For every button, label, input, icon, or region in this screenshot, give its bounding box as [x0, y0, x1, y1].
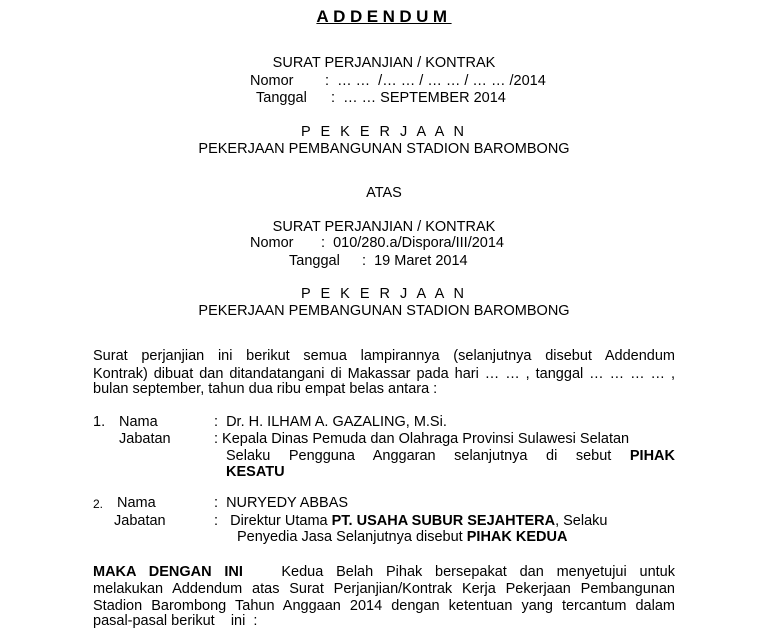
intro-line-3: bulan september, tahun dua ribu empat belas antara : — [93, 381, 438, 397]
original-nomor-label: Nomor — [250, 235, 294, 251]
addendum-nomor-value: : … … /… … / … … / … … /2014 — [325, 73, 546, 89]
party-1-jabatan-label: Jabatan — [119, 431, 171, 447]
addendum-pekerjaan-label: P E K E R J A A N — [301, 124, 467, 140]
party-1-number: 1. — [93, 414, 106, 430]
original-heading: SURAT PERJANJIAN / KONTRAK — [272, 219, 496, 235]
party-1-nama-label: Nama — [119, 414, 158, 430]
closing-lead: MAKA DENGAN INI — [93, 564, 243, 580]
closing-line-1 — [93, 563, 675, 581]
party-1-jabatan-line-2 — [226, 447, 675, 465]
closing-line-4: pasal-pasal berikut ini : — [93, 613, 258, 629]
document-title: ADDENDUM — [316, 7, 452, 26]
original-tanggal-label: Tanggal — [289, 253, 340, 269]
party-1-kesatu: KESATU — [226, 464, 285, 480]
addendum-heading: SURAT PERJANJIAN / KONTRAK — [272, 55, 496, 71]
addendum-tanggal-label: Tanggal — [256, 90, 307, 106]
party-2-nama-value: : NURYEDY ABBAS — [214, 495, 349, 511]
addendum-pekerjaan-value: PEKERJAAN PEMBANGUNAN STADION BAROMBONG — [198, 141, 570, 157]
party-2-jabatan-post: , Selaku — [555, 513, 608, 529]
addendum-nomor-label: Nomor — [250, 73, 294, 89]
addendum-tanggal-value: : … … SEPTEMBER 2014 — [331, 90, 506, 106]
party-2-jabatan-text: Penyedia Jasa Selanjutnya disebut — [237, 529, 463, 545]
party-2-nama-label: Nama — [117, 495, 156, 511]
party-1-jabatan-line-1: : Kepala Dinas Pemuda dan Olahraga Provinsi Sulawesi Selatan — [214, 431, 630, 447]
original-tanggal-value: : 19 Maret 2014 — [362, 253, 468, 269]
closing-line-2: melakukan Addendum atas Surat Perjanjian/Kontrak Kerja Pekerjaan Pembangunan — [93, 581, 675, 597]
party-2-jabatan-line-1 — [214, 513, 607, 529]
original-pekerjaan-value: PEKERJAAN PEMBANGUNAN STADION BAROMBONG — [198, 303, 570, 319]
atas-label: ATAS — [366, 185, 402, 201]
party-2-pihak-kedua: PIHAK KEDUA — [466, 529, 568, 545]
party-1-jabatan-text: Selaku Pengguna Anggaran selanjutnya di sebut — [226, 448, 612, 464]
intro-line-2: Kontrak) dibuat dan ditandatangani di Makassar pada hari … … , tanggal … … … … , — [93, 366, 675, 382]
intro-line-1: Surat perjanjian ini berikut semua lampirannya (selanjutnya disebut Addendum — [93, 348, 675, 364]
closing-line-3: Stadion Barombong Tahun Anggaan 2014 dengan ketentuan yang tercantum dalam — [93, 598, 675, 614]
party-2-jabatan-line-2 — [237, 529, 567, 545]
party-2-jabatan-label: Jabatan — [114, 513, 166, 529]
original-nomor-value: : 010/280.a/Dispora/III/2014 — [321, 235, 504, 251]
party-2-number: 2. — [93, 497, 104, 511]
party-2-company: PT. USAHA SUBUR SEJAHTERA — [331, 513, 556, 529]
original-pekerjaan-label: P E K E R J A A N — [301, 286, 467, 302]
closing-line-1-text: Kedua Belah Pihak bersepakat dan menyetujui untuk — [281, 564, 675, 580]
party-2-jabatan-pre: : Direktur Utama — [214, 513, 328, 529]
party-1-pihak: PIHAK — [629, 448, 675, 464]
party-1-nama-value: : Dr. H. ILHAM A. GAZALING, M.Si. — [214, 414, 447, 430]
